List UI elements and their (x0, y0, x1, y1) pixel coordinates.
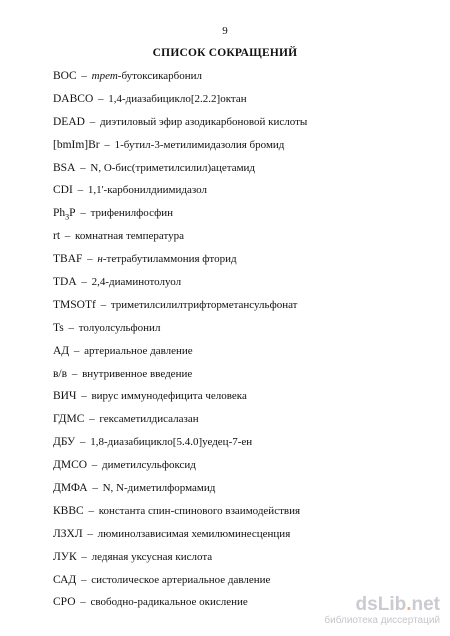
abbreviation-term-subscript: 3 (65, 212, 70, 222)
abbreviation-definition-text: 2,4-диаминотолуол (91, 276, 182, 289)
abbreviation-definition (108, 93, 246, 105)
abbreviation-definition (92, 276, 181, 288)
abbreviation-item (53, 271, 433, 294)
abbreviation-term-main: Ph (53, 207, 66, 220)
abbreviation-item (53, 317, 433, 340)
abbreviation-definition (102, 459, 196, 471)
abbreviation-separator: – (87, 253, 93, 266)
abbreviation-term: ДМСО (53, 459, 88, 472)
abbreviation-definition (91, 574, 270, 586)
watermark-logo-main: dsLib (355, 594, 407, 615)
abbreviation-definition-text: -бутоксикарбонил (117, 70, 203, 82)
abbreviation-item (53, 523, 433, 546)
abbreviation-separator: – (100, 298, 107, 311)
abbreviation-item (53, 363, 433, 386)
watermark-logo (324, 595, 440, 614)
abbreviation-definition (91, 596, 248, 608)
abbreviation-item (53, 134, 433, 157)
abbreviation-definition-text: толуолсульфонил (78, 321, 161, 334)
abbreviation-term: СРО (53, 596, 76, 609)
abbreviation-item (53, 454, 433, 477)
abbreviation-item (53, 477, 433, 500)
abbreviation-item (53, 202, 433, 225)
page-title: СПИСОК СОКРАЩЕНИЙ (152, 47, 298, 59)
abbreviation-definition (79, 322, 161, 334)
abbreviation-term: Ts (53, 321, 64, 334)
abbreviation-term: КВВС (53, 504, 84, 517)
abbreviation-term: BOC (53, 70, 77, 82)
abbreviation-term: ДБУ (53, 436, 76, 449)
abbreviation-separator: – (87, 527, 93, 540)
abbreviation-separator: – (81, 70, 87, 82)
abbreviation-term: ЛУК (53, 550, 77, 563)
abbreviation-definition (103, 482, 216, 494)
abbreviation-term: в/в (53, 367, 68, 380)
abbreviation-definition (91, 390, 246, 402)
abbreviation-definition (92, 70, 202, 82)
abbreviation-definition-text: N, O-бис(триметилсилил)ацетамид (90, 161, 256, 174)
abbreviation-separator: – (80, 207, 86, 220)
abbreviation-separator: – (81, 276, 87, 289)
abbreviation-term: rt (53, 230, 61, 243)
abbreviation-definition (82, 368, 192, 380)
abbreviation-definition-text: трифенилфосфин (90, 207, 173, 220)
abbreviation-definition-text: триметилсилилтрифторметансульфонат (110, 298, 298, 311)
abbreviation-definition-text: N, N-диметилформамид (102, 482, 216, 495)
abbreviation-definition-text: 1-бутил-3-метилимидазолия бромид (114, 138, 285, 151)
abbreviation-item (53, 179, 433, 202)
abbreviation-separator: – (81, 550, 87, 563)
abbreviation-definition-text: люминолзависимая хемилюминесценция (97, 527, 291, 540)
abbreviation-term: BSA (53, 161, 76, 174)
page-number: 9 (222, 25, 228, 37)
abbreviation-definition (90, 162, 255, 174)
abbreviation-term: TMSOTf (53, 298, 96, 311)
abbreviation-term: ВИЧ (53, 390, 77, 403)
abbreviation-definition (99, 505, 300, 517)
abbreviation-definition-text: -тетрабутиламмония фторид (102, 253, 237, 266)
abbreviation-separator: – (88, 504, 94, 517)
abbreviation-item (53, 500, 433, 523)
abbreviation-term: TDA (53, 276, 77, 289)
abbreviation-separator: – (89, 413, 95, 426)
abbreviation-item (53, 340, 433, 363)
abbreviation-item (53, 431, 433, 454)
abbreviation-definition (91, 207, 173, 219)
abbreviation-item (53, 294, 433, 317)
abbreviation-separator: – (80, 596, 86, 609)
abbreviation-separator: – (81, 390, 87, 403)
abbreviation-separator: – (80, 161, 86, 174)
watermark-subtitle: библиотека диссертаций (324, 615, 440, 626)
abbreviation-definition (84, 345, 193, 357)
watermark (324, 595, 440, 627)
abbreviation-definition-text: артериальное давление (84, 344, 193, 357)
abbreviation-item (53, 157, 433, 180)
abbreviation-definition (100, 116, 307, 128)
abbreviation-item (53, 385, 433, 408)
abbreviation-item (53, 111, 433, 134)
abbreviation-item (53, 225, 433, 248)
abbreviation-separator: – (104, 138, 110, 151)
abbreviation-term: АД (53, 344, 70, 357)
abbreviation-item (53, 546, 433, 569)
abbreviation-definition (75, 230, 184, 242)
abbreviation-definition-text: вирус иммунодефицита человека (91, 390, 247, 403)
abbreviation-definition (88, 184, 207, 196)
abbreviation-definition (97, 253, 236, 265)
abbreviation-definition-text: константа спин-спинового взаимодействия (98, 504, 301, 517)
abbreviation-definition-italic-prefix: трет (91, 70, 118, 82)
abbreviation-separator: – (77, 184, 84, 197)
abbreviation-item (53, 569, 433, 592)
abbreviation-term: САД (53, 573, 77, 586)
abbreviation-term: ГДМС (53, 413, 85, 426)
abbreviation-definition (115, 139, 285, 151)
abbreviation-term: [bmIm]Br (53, 138, 100, 151)
abbreviation-item (53, 408, 433, 431)
abbreviation-definition-text: внутривенное введение (82, 367, 193, 380)
abbreviation-definition-text: систолическое артериальное давление (91, 573, 271, 586)
abbreviation-term: TBAF (53, 253, 83, 266)
abbreviation-definition-text: 1,8-диазабицикло[5.4.0]уедец-7-ен (90, 436, 253, 449)
abbreviation-separator: – (92, 482, 98, 495)
abbreviation-definition-text: свободно-радикальное окисление (90, 596, 248, 609)
abbreviation-item (53, 88, 433, 111)
abbreviation-list (53, 65, 433, 614)
abbreviation-separator: – (64, 230, 71, 243)
abbreviation-separator: – (79, 436, 86, 449)
abbreviation-definition-text: диметилсульфоксид (102, 459, 196, 472)
abbreviation-item (53, 65, 433, 88)
abbreviation-definition-text: комнатная температура (75, 230, 184, 243)
abbreviation-term (53, 207, 76, 222)
abbreviation-separator: – (68, 321, 74, 334)
abbreviation-separator: – (81, 573, 87, 586)
abbreviation-definition (98, 528, 291, 540)
abbreviation-separator: – (98, 92, 104, 105)
abbreviation-term: DEAD (53, 115, 85, 128)
abbreviation-term: ЛЗХЛ (53, 527, 83, 540)
watermark-logo-tld: net (411, 594, 440, 615)
abbreviation-definition-text: ледяная уксусная кислота (91, 550, 213, 563)
abbreviation-definition-italic-prefix: н (97, 253, 103, 266)
abbreviation-separator: – (73, 344, 80, 357)
abbreviation-definition-text: гексаметилдисалазан (99, 413, 199, 426)
abbreviation-term: CDI (53, 184, 73, 197)
abbreviation-definition (92, 551, 213, 563)
abbreviation-separator: – (71, 367, 78, 380)
abbreviation-definition-text: диэтиловый эфир азодикарбоновой кислоты (99, 115, 308, 128)
abbreviation-term: DABCO (53, 92, 94, 105)
abbreviation-item (53, 248, 433, 271)
abbreviation-definition (99, 413, 198, 425)
watermark-logo-dot: . (406, 594, 412, 615)
abbreviation-definition (90, 436, 252, 448)
abbreviation-definition (111, 299, 298, 311)
abbreviation-term: ДМФА (53, 482, 88, 495)
abbreviation-definition-text: 1,1'-карбонилдиимидазол (87, 184, 207, 197)
abbreviation-separator: – (91, 459, 98, 472)
abbreviation-separator: – (89, 115, 96, 128)
abbreviation-definition-text: 1,4-диазабицикло[2.2.2]октан (108, 92, 247, 105)
abbreviation-term-tail: P (69, 207, 76, 220)
